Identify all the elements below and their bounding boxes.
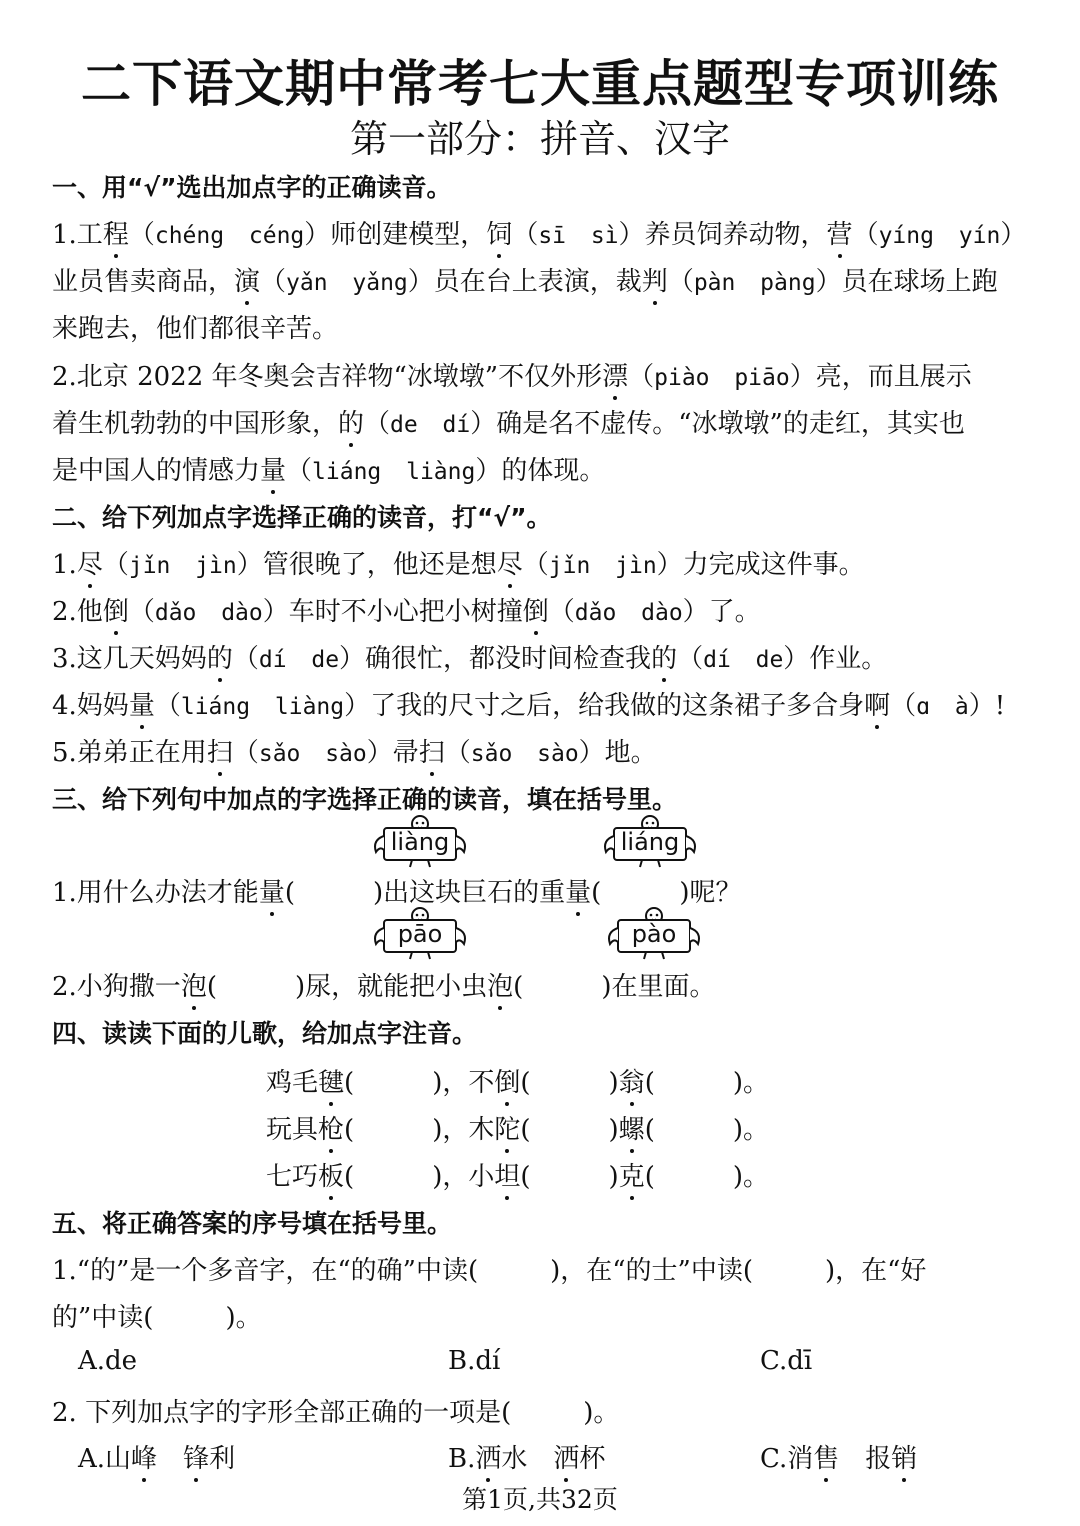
dotted-char: 倒 <box>494 1062 520 1099</box>
bracket: （ <box>444 738 471 768</box>
text: ）! <box>968 691 1006 721</box>
pinyin-option[interactable]: sī <box>538 223 567 249</box>
section-2-heading: 二、给下列加点字选择正确的读音，打“√”。 <box>52 503 552 532</box>
text: )呢？ <box>679 878 742 908</box>
option-a[interactable]: A.de <box>78 1346 138 1376</box>
text: ）管很晚了，他还是想 <box>236 550 497 580</box>
bracket: （ <box>128 220 155 250</box>
text: ）作业。 <box>783 644 888 674</box>
bracket: ( <box>520 1115 531 1145</box>
text: ）确很忙，都没时间检查我 <box>339 644 652 674</box>
bracket: ( <box>591 878 602 908</box>
pinyin-option[interactable]: dí <box>442 412 471 438</box>
pinyin-option[interactable]: dí <box>258 647 287 673</box>
pinyin-option[interactable]: sào <box>537 741 579 767</box>
pinyin-option[interactable]: yín <box>958 223 1001 249</box>
pinyin-option[interactable]: céng <box>248 223 305 249</box>
pinyin-option[interactable]: dǎo <box>574 600 617 626</box>
dotted-char: 倒 <box>103 591 129 628</box>
bracket: （ <box>522 550 549 580</box>
pinyin-option[interactable]: de <box>311 647 340 673</box>
dotted-char: 坦 <box>494 1156 520 1193</box>
pinyin-option[interactable]: jìn <box>615 553 657 579</box>
text: 2.小狗撒一 <box>52 972 181 1002</box>
dotted-char: 洒 <box>475 1438 501 1475</box>
text: 水 <box>501 1444 554 1474</box>
pinyin-option[interactable]: liàng <box>274 694 345 720</box>
bracket: ) <box>608 1115 619 1145</box>
dotted-char: 扫 <box>207 732 233 769</box>
dotted-char: 饲 <box>486 214 512 251</box>
text: B. <box>448 1444 476 1474</box>
bracket: （ <box>667 267 694 297</box>
pinyin-option[interactable]: sì <box>590 223 619 249</box>
s2-q4 <box>52 685 1005 722</box>
pinyin-option[interactable]: pàng <box>760 270 816 296</box>
bracket: （ <box>128 597 155 627</box>
bracket: ( <box>644 1068 655 1098</box>
pinyin-card-label: pāo <box>397 920 443 948</box>
dotted-char: 扫 <box>419 732 445 769</box>
bracket: （ <box>890 691 917 721</box>
text: ）师创建模型， <box>304 220 487 250</box>
text: )在里面。 <box>601 972 716 1002</box>
text: 七巧 <box>266 1162 319 1192</box>
text: 是中国人的情感力 <box>52 456 261 486</box>
s3-q1 <box>52 872 741 909</box>
bracket: ) <box>608 1162 619 1192</box>
pinyin-option[interactable]: yǎn <box>286 270 328 296</box>
dotted-char: 泡 <box>487 966 513 1003</box>
bracket: （ <box>548 597 575 627</box>
pinyin-option[interactable]: sào <box>325 741 367 767</box>
option-b[interactable]: B.dí <box>448 1346 501 1376</box>
text: ）养员饲养动物， <box>618 220 827 250</box>
text: ）确是名不虚传。“冰墩墩”的走红，其实也 <box>470 409 965 439</box>
text: ）车时不小心把小树撞 <box>262 597 523 627</box>
dotted-char: 啊 <box>864 685 890 722</box>
text: 1.用什么办法才能 <box>52 878 259 908</box>
bracket: ( <box>344 1115 355 1145</box>
dotted-char: 的 <box>651 638 677 675</box>
bracket: ( <box>520 1068 531 1098</box>
text: )尿，就能把小虫 <box>294 972 488 1002</box>
bracket: （ <box>677 644 704 674</box>
pinyin-option[interactable]: sǎo <box>470 741 513 767</box>
pinyin-option[interactable]: piào <box>654 365 710 391</box>
page-number: 第1页,共32页 <box>462 1485 618 1514</box>
pinyin-card-label: liáng <box>620 828 680 856</box>
text: 3.这几天妈妈 <box>52 644 207 674</box>
bracket: （ <box>232 738 259 768</box>
text: 业员售卖商品， <box>52 267 235 297</box>
bracket: （ <box>232 644 259 674</box>
bracket: ( <box>520 1162 531 1192</box>
dotted-char: 枪 <box>318 1109 344 1146</box>
s2-q5 <box>52 732 657 769</box>
dotted-char: 的 <box>207 638 233 675</box>
pinyin-option[interactable]: liàng <box>406 459 476 485</box>
text: )。 <box>583 1398 620 1428</box>
dotted-char: 量 <box>260 450 286 487</box>
bracket: （ <box>852 220 879 250</box>
bracket: （ <box>286 456 313 486</box>
bracket: （ <box>154 691 181 721</box>
s1-q1-line-2 <box>52 261 998 298</box>
rhyme-row <box>266 1156 769 1193</box>
text: 4.妈妈 <box>52 691 129 721</box>
text: ）了。 <box>682 597 761 627</box>
s2-q2 <box>52 591 761 628</box>
text: 着生机勃勃的中国形象， <box>52 409 339 439</box>
section-3-heading: 三、给下列句中加点的字选择正确的读音，填在括号里。 <box>52 785 678 814</box>
bracket: （ <box>102 550 129 580</box>
pinyin-option[interactable]: dào <box>641 600 683 626</box>
dotted-char: 毽 <box>318 1062 344 1099</box>
pinyin-option[interactable]: ɑ <box>916 694 931 720</box>
text: )。 <box>225 1303 262 1333</box>
s1-q1-line-1 <box>52 214 1028 251</box>
dotted-char: 营 <box>827 214 853 251</box>
pinyin-option[interactable]: yǎng <box>352 270 408 296</box>
bracket: （ <box>628 362 655 392</box>
pinyin-option[interactable]: jìn <box>195 553 237 579</box>
text: )，不 <box>432 1068 495 1098</box>
pinyin-option[interactable]: de <box>390 412 418 438</box>
s2-q3 <box>52 638 887 675</box>
dotted-char: 泡 <box>181 966 207 1003</box>
rhyme-row <box>266 1109 769 1146</box>
text: )。 <box>732 1162 769 1192</box>
s5-q1-line-1 <box>52 1250 926 1287</box>
dotted-char: 售 <box>813 1438 839 1475</box>
pinyin-option[interactable]: sǎo <box>258 741 301 767</box>
dotted-char: 峰 <box>131 1438 157 1475</box>
text: )出这块巨石的重 <box>372 878 566 908</box>
text: ）亮，而且展示 <box>789 362 972 392</box>
dotted-char: 陀 <box>494 1109 520 1146</box>
dotted-char: 尽 <box>77 544 103 581</box>
s3-q2 <box>52 966 715 1003</box>
pinyin-card-bird <box>604 906 704 962</box>
pinyin-card-label: pào <box>631 920 677 948</box>
pinyin-option[interactable]: à <box>954 694 969 720</box>
s5-q1-line-2 <box>52 1297 262 1334</box>
bracket: ( <box>344 1162 355 1192</box>
page-subtitle: 第一部分：拼音、汉字 <box>349 117 730 161</box>
pinyin-card-bird <box>600 814 700 870</box>
s1-q1-line-3: 来跑去，他们都很辛苦。 <box>52 314 339 344</box>
text: 的”中读( <box>52 1303 154 1333</box>
text: A.山 <box>78 1444 132 1474</box>
text: )，在“的士”中读( <box>550 1256 753 1286</box>
dotted-char: 演 <box>234 261 260 298</box>
bracket: （ <box>512 220 539 250</box>
dotted-char: 克 <box>619 1156 645 1193</box>
dotted-char: 量 <box>565 872 591 909</box>
text: )。 <box>732 1115 769 1145</box>
dotted-char: 程 <box>103 214 129 251</box>
pinyin-card-bird <box>370 814 470 870</box>
option-c[interactable]: C.dī <box>760 1346 813 1376</box>
text: 1. <box>52 550 77 580</box>
bracket: ( <box>644 1115 655 1145</box>
text: ）员在球场上跑 <box>815 267 998 297</box>
section-4-heading: 四、读读下面的儿歌，给加点字注音。 <box>52 1019 478 1048</box>
rhyme-row <box>266 1062 769 1099</box>
pinyin-option[interactable]: de <box>755 647 784 673</box>
s2-q1 <box>52 544 865 581</box>
dotted-char: 销 <box>891 1438 917 1475</box>
dotted-char: 判 <box>642 261 668 298</box>
pinyin-option[interactable]: jǐn <box>128 553 171 579</box>
dotted-char: 尽 <box>497 544 523 581</box>
pinyin-option[interactable]: liáng <box>180 694 251 720</box>
dotted-char: 的 <box>338 403 364 440</box>
pinyin-option[interactable]: yíng <box>878 223 934 249</box>
text: ）员在台上表演，裁 <box>407 267 642 297</box>
text: 玩具 <box>266 1115 319 1145</box>
dotted-char: 洒 <box>553 1438 579 1475</box>
text: 杯 <box>579 1444 606 1474</box>
section-1-heading: 一、用“√”选出加点字的正确读音。 <box>52 173 452 202</box>
text: 1.工 <box>52 220 103 250</box>
pinyin-option[interactable]: liáng <box>312 459 382 485</box>
bracket: ( <box>644 1162 655 1192</box>
dotted-char: 板 <box>318 1156 344 1193</box>
s1-q2-line-3 <box>52 450 605 487</box>
option-a[interactable] <box>78 1438 235 1475</box>
text: )，小 <box>432 1162 495 1192</box>
text: ）地。 <box>578 738 657 768</box>
text: 鸡毛 <box>266 1068 319 1098</box>
bracket: （ <box>260 267 287 297</box>
text: )，木 <box>432 1115 495 1145</box>
bracket: ( <box>206 972 217 1002</box>
pinyin-option[interactable]: pàn <box>693 270 736 296</box>
dotted-char: 倒 <box>523 591 549 628</box>
text: 报 <box>839 1444 892 1474</box>
pinyin-option[interactable]: chéng <box>154 223 225 249</box>
pinyin-card-label: liàng <box>390 828 450 856</box>
text <box>157 1444 183 1474</box>
text: 利 <box>209 1444 236 1474</box>
dotted-char: 锋 <box>183 1438 209 1475</box>
s1-q2-line-1 <box>52 356 972 393</box>
pinyin-option[interactable]: dǎo <box>154 600 197 626</box>
text: ）的体现。 <box>475 456 606 486</box>
text: 2.他 <box>52 597 103 627</box>
s5-q2-stem <box>52 1392 619 1429</box>
pinyin-option[interactable]: jǐn <box>548 553 591 579</box>
text: 5.弟弟正在用 <box>52 738 207 768</box>
text: ）了我的尺寸之后，给我做的这条裙子多合身 <box>344 691 865 721</box>
bracket: （ <box>364 409 391 439</box>
bracket: ( <box>284 878 295 908</box>
text: ）力完成这件事。 <box>656 550 865 580</box>
s1-q2-line-2 <box>52 403 965 440</box>
pinyin-option[interactable]: dí <box>703 647 731 673</box>
dotted-char: 量 <box>259 872 285 909</box>
text: C.消 <box>760 1444 814 1474</box>
dotted-char: 漂 <box>602 356 628 393</box>
pinyin-option[interactable]: dào <box>221 600 263 626</box>
text: ）帚 <box>366 738 419 768</box>
dotted-char: 量 <box>129 685 155 722</box>
text: 2. 下列加点字的字形全部正确的一项是( <box>52 1398 512 1428</box>
text: 1.“的”是一个多音字，在“的确”中读( <box>52 1256 479 1286</box>
dotted-char: 螺 <box>619 1109 645 1146</box>
option-c[interactable] <box>760 1438 917 1475</box>
bracket: ) <box>608 1068 619 1098</box>
text: )，在“好 <box>825 1256 927 1286</box>
bracket: ( <box>344 1068 355 1098</box>
text: 2.北京 2022 年冬奥会吉祥物“冰墩墩”不仅外形 <box>52 362 603 392</box>
pinyin-card-bird <box>370 906 470 962</box>
page-title: 二下语文期中常考七大重点题型专项训练 <box>81 55 999 113</box>
dotted-char: 翁 <box>619 1062 645 1099</box>
pinyin-option[interactable]: piāo <box>734 365 790 391</box>
section-5-heading: 五、将正确答案的序号填在括号里。 <box>52 1209 453 1238</box>
option-b[interactable] <box>448 1438 605 1475</box>
bracket: ） <box>1000 220 1027 250</box>
text: )。 <box>732 1068 769 1098</box>
bracket: ( <box>513 972 524 1002</box>
